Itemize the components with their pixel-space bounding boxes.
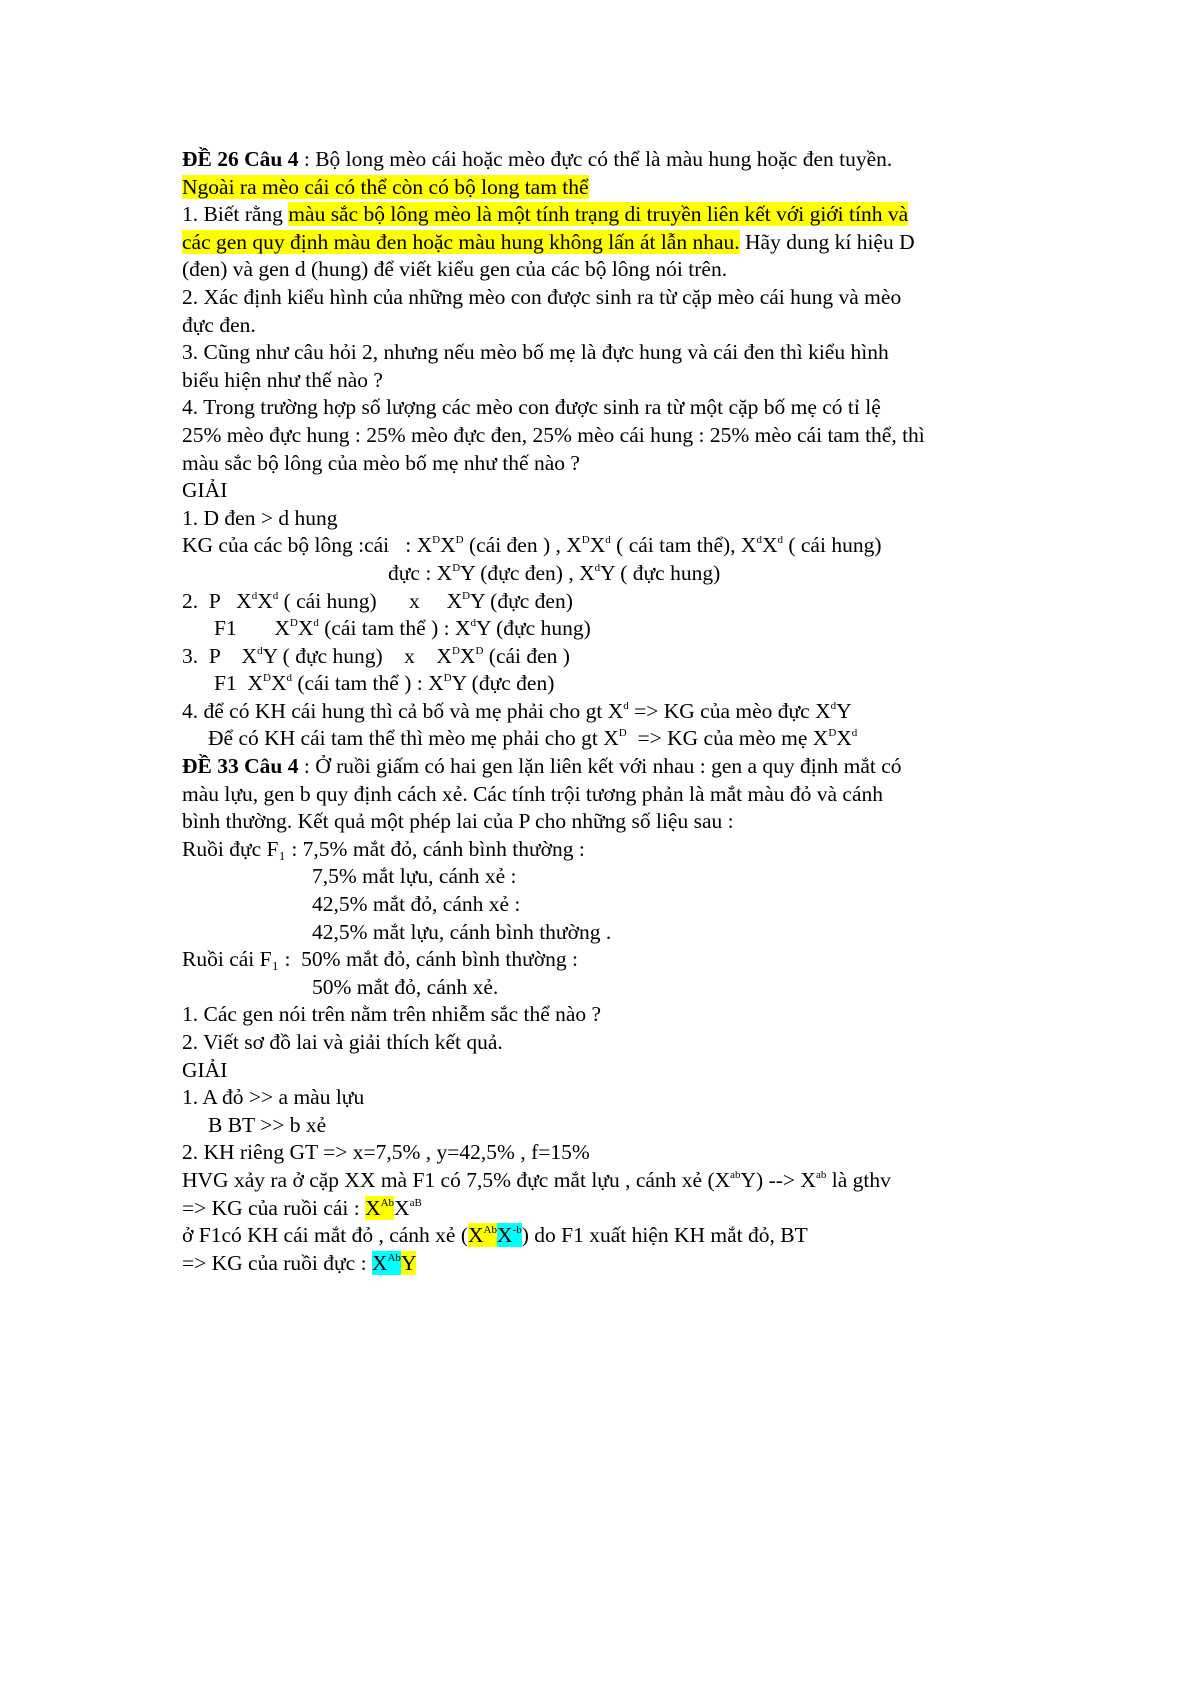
superscript: d: [623, 699, 629, 712]
de26-q2-line1: 2. Xác định kiểu hình của những mèo con được sinh ra từ cặp mèo cái hung và mèo: [182, 284, 902, 309]
document-page: [182, 146, 1082, 1277]
de26-q4-line2: 25% mèo đực hung : 25% mèo đực đen, 25% mèo cái hung : 25% mèo cái tam thể, thì: [182, 422, 925, 447]
de26-intro-line: [182, 146, 1082, 174]
text: (cái tam thể ) : X: [318, 616, 471, 641]
text: KG của các bộ lông :cái : X: [182, 533, 433, 558]
superscript: D: [443, 672, 452, 685]
superscript: D: [452, 561, 461, 574]
text: Y (đực đen): [470, 588, 573, 613]
de26-q3-line2: biểu hiện như thế nào ?: [182, 367, 383, 392]
superscript: d: [257, 644, 263, 657]
superscript: D: [432, 534, 441, 547]
text: ( cái tam thể), X: [610, 533, 757, 558]
text: => KG của mèo mẹ X: [626, 726, 829, 751]
highlighted-text: màu sắc bộ lông mèo là một tính trạng di truyền liên kết với giới tính và: [288, 202, 909, 227]
de33-female-data-2: 50% mắt đỏ, cánh xẻ.: [312, 974, 499, 999]
de33-a1: 1. A đỏ >> a màu lựu: [182, 1085, 365, 1110]
superscript: d: [830, 699, 837, 712]
text: Y ( đực hung): [600, 560, 721, 585]
text: HVG xảy ra ở cặp XX mà F1 có 7,5% đực mắt lựu , cánh xẻ (X: [182, 1167, 731, 1192]
superscript: d: [470, 617, 476, 630]
superscript: Ab: [387, 1251, 401, 1264]
text: => KG của ruồi đực :: [182, 1250, 372, 1275]
superscript: D: [289, 617, 298, 630]
de33-hvg: [182, 1167, 1082, 1195]
superscript: aB: [409, 1196, 422, 1209]
superscript: -b: [512, 1224, 522, 1237]
text: đực : X: [388, 560, 453, 585]
superscript: d: [777, 534, 783, 547]
text: F1 X: [214, 616, 290, 641]
de26-intro-highlight-line: [182, 174, 1082, 202]
superscript: d: [286, 672, 292, 685]
de26-q1-line2: [182, 229, 1082, 257]
de26-kg-female: KG của các bộ lông :cái : $X^DX^D$ (cái đen ) , $X^DX^d$ ( cái tam thể), $X^dX^d$ ( cái hung): [182, 533, 882, 558]
de33-a3: 2. KH riêng GT => x=7,5% , y=42,5% , f=15%: [182, 1140, 590, 1165]
text: là gthv: [826, 1167, 891, 1192]
de33-kg-male: [182, 1250, 1082, 1278]
de33-q2: 2. Viết sơ đồ lai và giải thích kết quả.: [182, 1030, 503, 1054]
superscript: d: [851, 727, 858, 740]
text: ( cái hung) x X: [278, 588, 463, 613]
text: X: [394, 1195, 410, 1220]
text: (cái đen ) , X: [463, 533, 582, 558]
de26-s2-p: 2. P $X^dX^d$ ( cái hung) x $X^DY$ (đực đen): [182, 588, 573, 613]
de26-s3-p: 3. P $X^dY$ ( đực hung) x $X^DX^D$ (cái đen ): [182, 643, 570, 668]
superscript: d: [594, 561, 601, 574]
superscript: D: [581, 534, 590, 547]
de33-intro-line2: màu lựu, gen b quy định cách xẻ. Các tính trội tương phản là mắt màu đỏ và cánh: [182, 781, 883, 806]
text: ) do F1 xuất hiện KH mắt đỏ, BT: [521, 1223, 808, 1248]
de26-s4-line1: [182, 698, 1082, 726]
de26-solution-heading: GIẢI: [182, 478, 228, 503]
de26-q1-line1: [182, 201, 1082, 229]
highlighted-text: các gen quy định màu đen hoặc màu hung không lấn át lẫn nhau.: [182, 229, 740, 254]
superscript: D: [455, 534, 464, 547]
de33-a2: B BT >> b xẻ: [208, 1112, 327, 1137]
highlighted-text: Y: [400, 1250, 417, 1275]
de33-intro-line: [182, 753, 1082, 781]
text: => KG của ruồi cái :: [182, 1195, 366, 1220]
superscript: D: [451, 644, 460, 657]
superscript: ab: [815, 1168, 827, 1181]
text: Y (đực đen): [451, 671, 555, 696]
text: 4. để có KH cái hung thì cả bố và mẹ phải cho gt X: [182, 698, 624, 723]
text: Y ( đực hung) x X: [262, 643, 452, 668]
de26-kg-male: [182, 560, 1082, 588]
superscript: d: [313, 617, 319, 630]
de33-solution-heading: GIẢI: [182, 1057, 228, 1082]
de33-male-data-4: 42,5% mắt lựu, cánh bình thường .: [312, 919, 612, 944]
text: 3. P X: [182, 643, 258, 668]
superscript: Ab: [380, 1196, 395, 1209]
de26-q1-line3: (đen) và gen d (hung) để viết kiểu gen của các bộ lông nói trên.: [182, 257, 728, 282]
question-text: 1. Biết rằng: [182, 202, 289, 227]
text: Y: [836, 698, 852, 723]
de33-kg-female: [182, 1195, 1082, 1223]
highlighted-genotype-cyan: $X^{-b}$: [497, 1223, 522, 1248]
de33-q1: 1. Các gen nói trên nằm trên nhiễm sắc thể nào ?: [182, 1002, 602, 1027]
de26-q4-line3: màu sắc bộ lông của mèo bố mẹ như thế nào ?: [182, 450, 580, 475]
de26-s3-f1: F1 $X^DX^d$ (cái tam thể ) : $X^DY$ (đực đen): [214, 671, 555, 696]
highlighted-genotype: $X^{Ab}$: [365, 1195, 395, 1220]
de26-q3-line1: 3. Cũng như câu hỏi 2, nhưng nếu mèo bố mẹ là đực hung và cái đen thì kiểu hình: [182, 340, 889, 365]
de33-female-data-1: Ruồi cái F₁ : 50% mắt đỏ, cánh bình thường :: [182, 947, 578, 972]
de26-s4-line2: Để có KH cái tam thể thì mèo mẹ phải cho gt $X^D$ => KG của mèo mẹ $X^DX^d$: [208, 726, 858, 751]
text: Y) --> X: [740, 1167, 816, 1192]
question-text: Hãy dung kí hiệu D: [739, 229, 915, 254]
superscript: D: [828, 727, 837, 740]
text: 2. P X: [182, 588, 252, 613]
de33-heading: ĐỀ 33 Câu 4: [182, 754, 299, 779]
de33-male-data-3: 42,5% mắt đỏ, cánh xẻ :: [312, 892, 521, 917]
superscript: d: [251, 589, 258, 602]
text: => KG của mèo đực X: [628, 698, 831, 723]
de33-f1-kh: [182, 1222, 1082, 1250]
superscript: d: [272, 589, 279, 602]
text: (cái tam thể ) : X: [291, 671, 444, 696]
text: Để có KH cái tam thể thì mèo mẹ phải cho gt X: [208, 726, 619, 751]
highlighted-genotype-cyan: $X^{Ab}$: [371, 1250, 401, 1275]
text: ở F1có KH cái mắt đỏ , cánh xẻ (: [182, 1223, 469, 1248]
de33-intro-text: : Ở ruồi giấm có hai gen lặn liên kết với nhau : gen a quy định mắt có: [298, 754, 902, 779]
highlighted-genotype: $X^{Ab}$: [468, 1223, 497, 1248]
superscript: D: [618, 727, 627, 740]
superscript: ab: [730, 1168, 741, 1181]
superscript: Ab: [483, 1224, 497, 1237]
superscript: D: [462, 589, 471, 602]
text: Y (đực hung): [475, 616, 591, 641]
de26-q2-line2: đực đen.: [182, 312, 256, 337]
de26-intro-text: : Bộ long mèo cái hoặc mèo đực có thể là màu hung hoặc đen tuyền.: [298, 147, 893, 171]
de26-s2-f1: F1 $X^DX^d$ (cái tam thể ) : $X^dY$ (đực hung): [214, 616, 591, 641]
text: F1 X: [214, 671, 263, 696]
superscript: d: [605, 534, 611, 547]
de26-heading: ĐỀ 26 Câu 4: [182, 147, 299, 171]
de26-q4-line1: 4. Trong trường hợp số lượng các mèo con được sinh ra từ một cặp bố mẹ có tỉ lệ: [182, 395, 881, 420]
de33-male-data-2: 7,5% mắt lựu, cánh xẻ :: [312, 864, 517, 889]
superscript: d: [756, 534, 762, 547]
highlighted-text: Ngoài ra mèo cái có thể còn có bộ long tam thể: [182, 174, 589, 199]
de26-s1: 1. D đen > d hung: [182, 505, 338, 530]
de33-male-data-1: Ruồi đực F₁ : 7,5% mắt đỏ, cánh bình thường :: [182, 836, 585, 861]
de33-intro-line3: bình thường. Kết quả một phép lai của P cho những số liệu sau :: [182, 809, 734, 834]
text: Y (đực đen) , X: [460, 560, 595, 585]
text: (cái đen ): [483, 643, 570, 668]
superscript: D: [475, 644, 484, 657]
text: ( cái hung): [782, 533, 882, 558]
superscript: D: [262, 672, 271, 685]
